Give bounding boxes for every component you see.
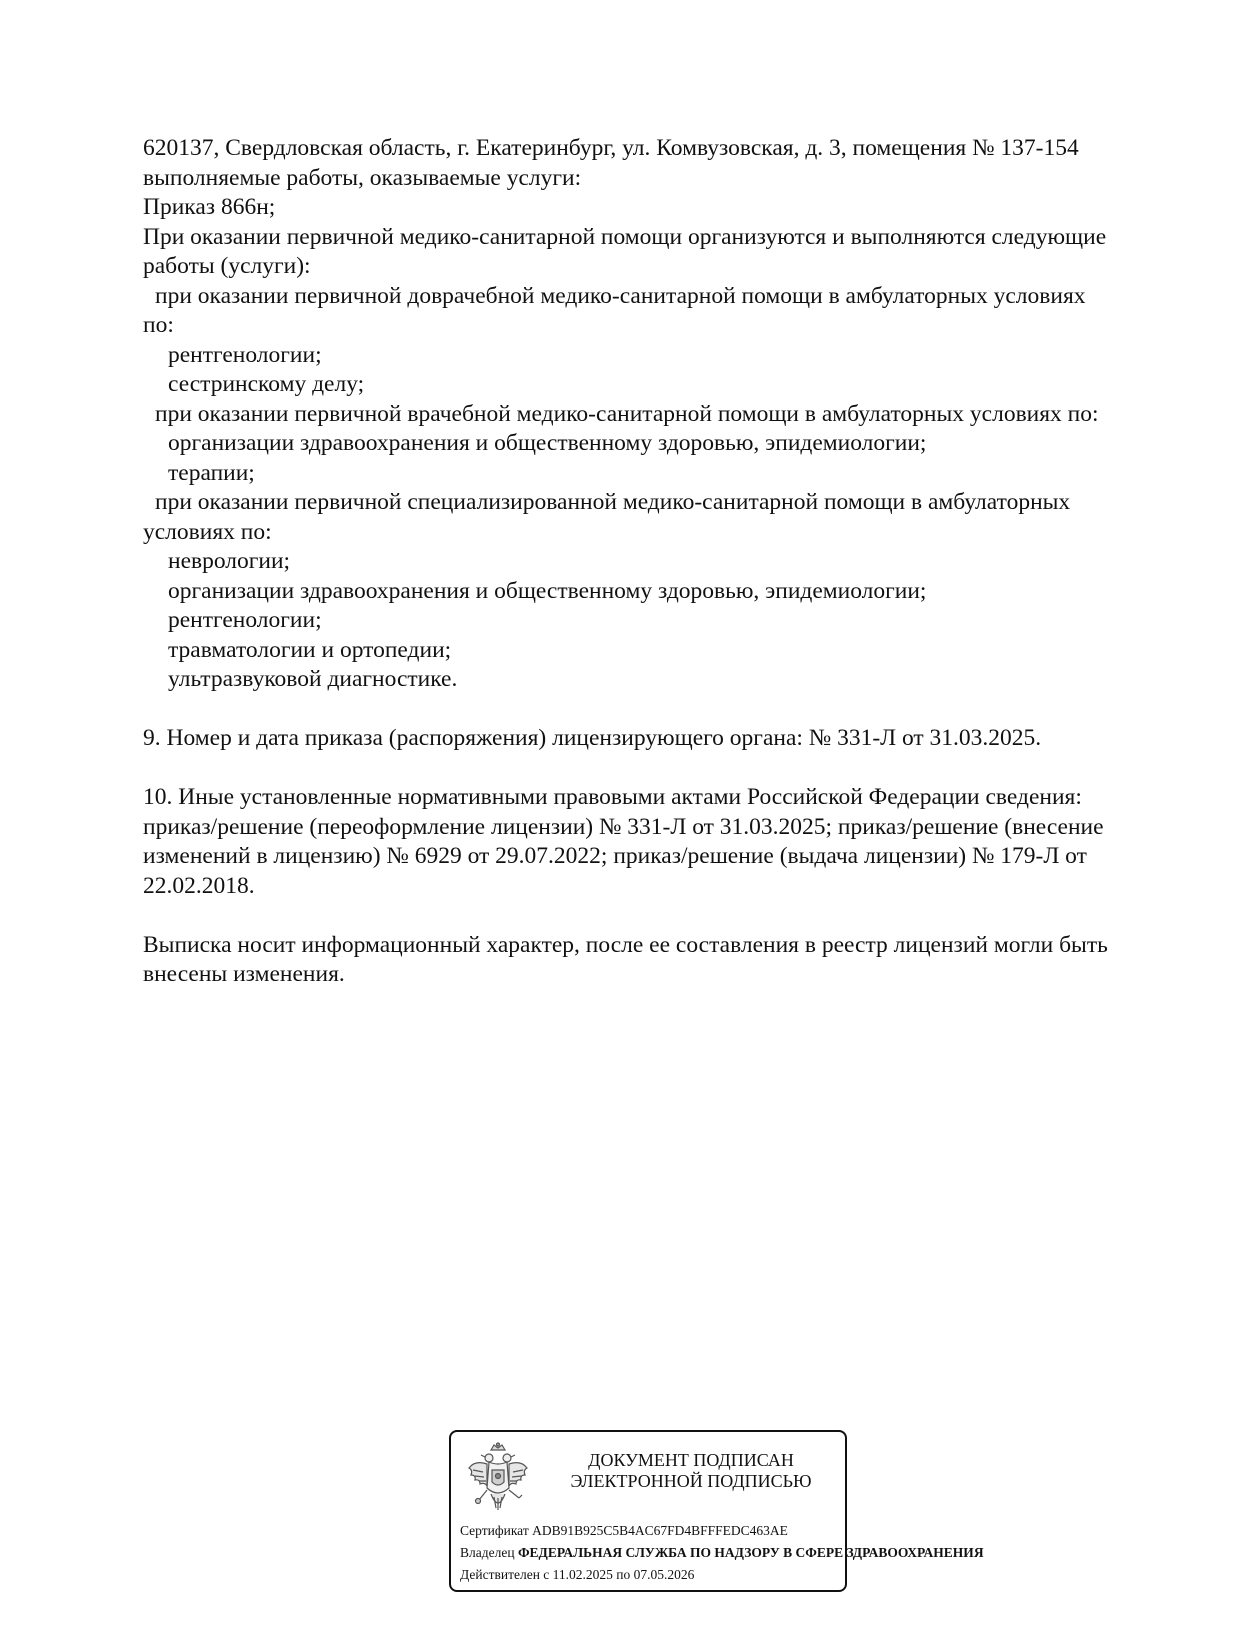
section-10-line: приказ/решение (переоформление лицензии) № 331-Л от 31.03.2025; приказ/решение (внесение [143, 813, 1104, 840]
body-line: при оказании первичной врачебной медико-санитарной помощи в амбулаторных условиях по: [155, 400, 1099, 427]
body-line: Приказ 866н; [143, 194, 276, 220]
stamp-title [551, 1450, 831, 1492]
body-line: организации здравоохранения и общественному здоровью, эпидемиологии; [168, 577, 927, 604]
body-line: сестринскому делу; [168, 371, 365, 397]
services-list [143, 134, 1153, 695]
body-line: организации здравоохранения и общественному здоровью, эпидемиологии; [168, 430, 927, 456]
section-10 [143, 783, 1153, 901]
body-line: работы (услуги): [143, 253, 311, 279]
stamp-certificate-row [460, 1520, 838, 1542]
body-line: рентгенологии; [168, 607, 322, 633]
body-line: условиях по: [143, 518, 272, 545]
section-10-line: 10. Иные установленные нормативными правовыми актами Российской Федерации сведения: [143, 784, 1082, 810]
disclaimer [143, 931, 1153, 990]
electronic-signature-stamp [449, 1430, 984, 1592]
body-line: выполняемые работы, оказываемые услуги: [143, 164, 582, 191]
stamp-owner-row [460, 1542, 984, 1564]
spacer [143, 695, 1153, 725]
spacer [143, 901, 1153, 931]
owner-label: Владелец [460, 1545, 515, 1560]
stamp-title-line: ЭЛЕКТРОННОЙ ПОДПИСЬЮ [570, 1471, 812, 1491]
body-line: ультразвуковой диагностике. [168, 666, 458, 692]
stamp-details [460, 1520, 984, 1586]
disclaimer-line: Выписка носит информационный характер, после ее составления в реестр лицензий могли быть [143, 931, 1108, 958]
section-10-line: 22.02.2018. [143, 872, 255, 899]
body-line: при оказании первичной доврачебной медико-санитарной помощи в амбулаторных условиях [155, 282, 1086, 309]
body-line: по: [143, 312, 174, 338]
spacer [143, 754, 1153, 784]
body-line: 620137, Свердловская область, г. Екатеринбург, ул. Комвузовская, д. 3, помещения № 137-154 [143, 135, 1079, 161]
section-10-line: изменений в лицензию) № 6929 от 29.07.2022; приказ/решение (выдача лицензии) № 179-Л от [143, 843, 1087, 869]
coat-of-arms-icon [465, 1442, 531, 1518]
document-body [143, 134, 1153, 990]
body-line: при оказании первичной специализированной медико-санитарной помощи в амбулаторных [155, 489, 1071, 515]
body-line: травматологии и ортопедии; [168, 636, 452, 663]
certificate-label: Сертификат [460, 1523, 529, 1538]
owner-value: ФЕДЕРАЛЬНАЯ СЛУЖБА ПО НАДЗОРУ В СФЕРЕ ЗДРАВООХРАНЕНИЯ [517, 1545, 984, 1560]
section-9: 9. Номер и дата приказа (распоряжения) лицензирующего органа: № 331-Л от 31.03.2025. [143, 725, 1042, 751]
body-line: терапии; [168, 459, 255, 486]
stamp-validity-row: Действителен с 11.02.2025 по 07.05.2026 [460, 1567, 695, 1582]
body-line: При оказании первичной медико-санитарной помощи организуются и выполняются следующие [143, 223, 1107, 250]
stamp-title-line: ДОКУМЕНТ ПОДПИСАН [588, 1450, 794, 1470]
body-line: неврологии; [168, 548, 291, 574]
certificate-value: ADB91B925C5B4AC67FD4BFFFEDC463AE [532, 1523, 788, 1538]
disclaimer-line: внесены изменения. [143, 961, 345, 987]
body-line: рентгенологии; [168, 341, 322, 368]
